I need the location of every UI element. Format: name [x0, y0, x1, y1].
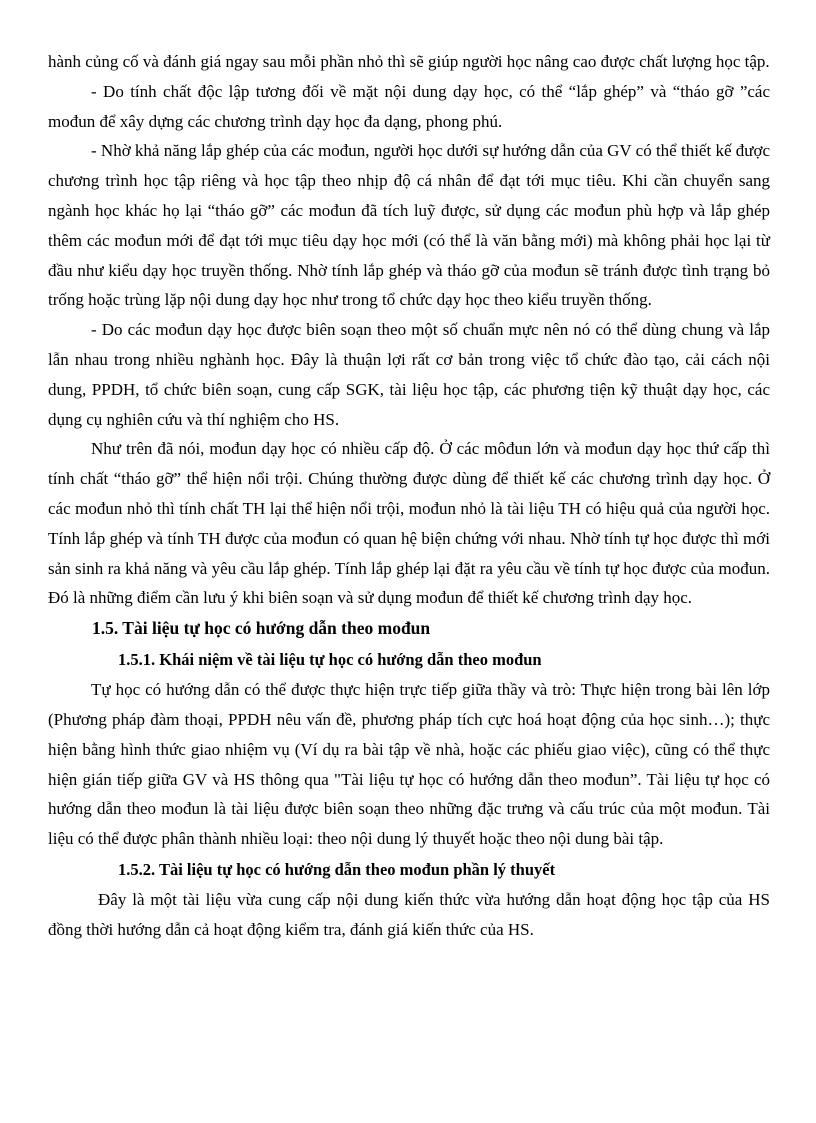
paragraph-module-levels: Như trên đã nói, mođun dạy học có nhiều cấp độ. Ở các môđun lớn và mođun dạy học thứ cấp thì tính chất “tháo gỡ” thể hiện nổi trội. Chúng thường được dùng để thiết kế các chương trình dạy học. Ở các mođun nhỏ thì tính chất TH lại thể hiện nổi trội, mođun nhỏ là tài liệu TH có hiệu quả của người học. Tính lắp ghép và tính TH được của mođun có quan hệ biện chứng với nhau. Nhờ tính tự học được thì mới sản sinh ra khả năng và yêu cầu lắp ghép. Tính lắp ghép lại đặt ra yêu cầu về tính tự học được của mođun. Đó là những điểm cần lưu ý khi biên soạn và sử dụng mođun để thiết kế chương trình dạy học. [48, 439, 770, 608]
document-page [48, 47, 770, 945]
section-heading-1-5-1: 1.5.1. Khái niệm về tài liệu tự học có hướng dẫn theo mođun [118, 650, 542, 670]
paragraph-bullet-assembly: - Do tính chất độc lập tương đối về mặt nội dung dạy học, có thể “lắp ghép” và “tháo gỡ ”các mođun để xây dựng các chương trình dạy học đa dạng, phong phú. [48, 81, 770, 131]
paragraph-guided-self-study: Tự học có hướng dẫn có thể được thực hiện trực tiếp giữa thầy và trò: Thực hiện trong bài lên lớp (Phương pháp đàm thoại, PPDH nêu vấn đề, phương pháp tích cực hoá hoạt động của học sinh…); thực hiện bằng hình thức giao nhiệm vụ (Ví dụ ra bài tập về nhà, hoặc các phiếu giao việc), cũng có thể thực hiện gián tiếp giữa GV và HS thông qua "Tài liệu tự học có hướng dẫn theo mođun”. Tài liệu tự học có hướng dẫn theo mođun là tài liệu được biên soạn theo những đặc trưng và cấu trúc của một mođun. Tài liệu có thể được phân thành nhiều loại: theo nội dung lý thuyết hoặc theo nội dung bài tập. [48, 680, 770, 849]
paragraph-theory-material: Đây là một tài liệu vừa cung cấp nội dung kiến thức vừa hướng dẫn hoạt động học tập của HS đồng thời hướng dẫn cả hoạt động kiểm tra, đánh giá kiến thức của HS. [48, 889, 770, 939]
paragraph-continuation: hành củng cố và đánh giá ngay sau mỗi phần nhỏ thì sẽ giúp người học nâng cao được chất lượng học tập. [48, 52, 770, 71]
paragraph-bullet-standards: - Do các mođun dạy học được biên soạn theo một số chuẩn mực nên nó có thể dùng chung và lắp lẫn nhau trong nhiều nghành học. Đây là thuận lợi rất cơ bản trong việc tổ chức đào tạo, cải cách nội dung, PPDH, tổ chức biên soạn, cung cấp SGK, tài liệu học tập, các phương tiện kỹ thuật dạy học, các dụng cụ nghiên cứu và thí nghiệm cho HS. [48, 320, 770, 429]
paragraph-bullet-learner-program: - Nhờ khả năng lắp ghép của các mođun, người học dưới sự hướng dẫn của GV có thể thiết kế được chương trình học tập riêng và học tập theo nhịp độ cá nhân để đạt tới mục tiêu. Khi cần chuyển sang ngành học khác họ lại “tháo gỡ” các mođun đã tích luỹ được, sử dụng các mođun phù hợp và lắp ghép thêm các mođun mới để đạt tới mục tiêu dạy học mới (có thể là văn bằng mới) mà không phải học lại từ đầu như kiểu dạy học truyền thống. Nhờ tính lắp ghép và tháo gỡ của mođun sẽ tránh được tình trạng bỏ trống hoặc trùng lặp nội dung dạy học như trong tổ chức dạy học theo kiểu truyền thống. [48, 141, 770, 310]
section-heading-1-5: 1.5. Tài liệu tự học có hướng dẫn theo mođun [92, 618, 431, 639]
section-heading-1-5-2: 1.5.2. Tài liệu tự học có hướng dẫn theo mođun phần lý thuyết [118, 859, 556, 879]
